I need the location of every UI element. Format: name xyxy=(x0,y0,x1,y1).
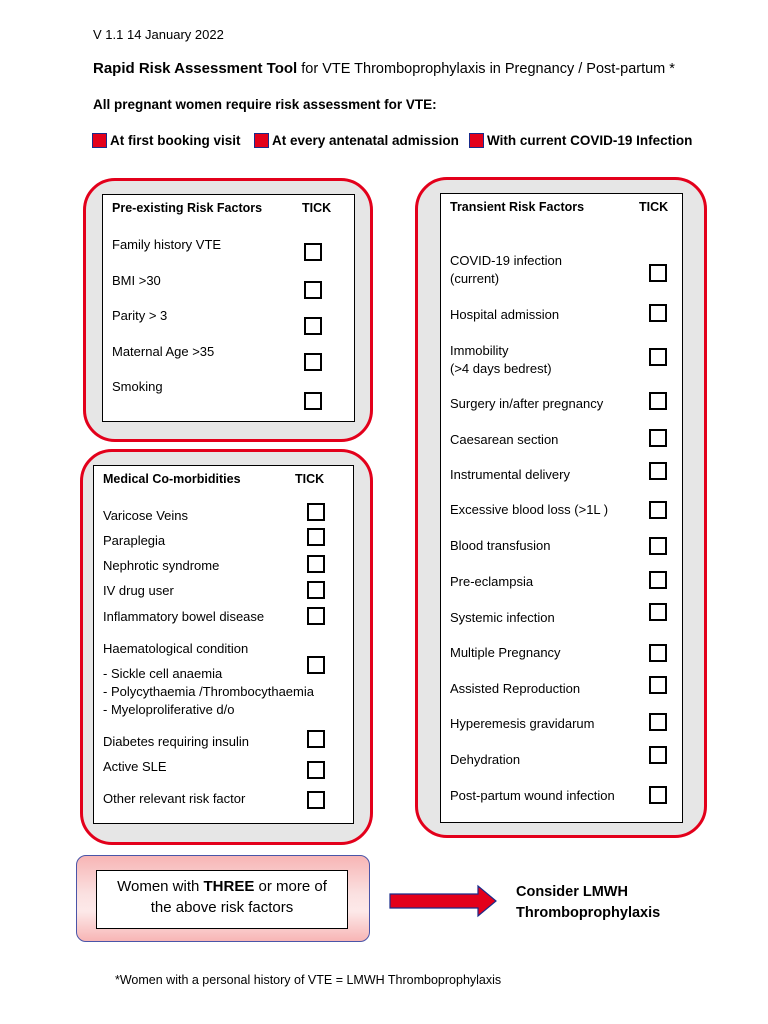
checkbox-filled-icon[interactable] xyxy=(254,133,269,148)
title-rest: for VTE Thromboprophylaxis in Pregnancy / Post-partum * xyxy=(297,61,675,77)
summary-text xyxy=(96,870,348,929)
tick-checkbox[interactable] xyxy=(307,730,325,748)
subtitle: All pregnant women require risk assessment for VTE: xyxy=(93,97,437,112)
title-bold: Rapid Risk Assessment Tool xyxy=(93,60,298,77)
tick-checkbox[interactable] xyxy=(649,786,667,804)
risk-family-history: Family history VTE xyxy=(112,237,222,252)
tick-checkbox[interactable] xyxy=(649,537,667,555)
risk-dehydration: Dehydration xyxy=(450,752,521,767)
tick-checkbox[interactable] xyxy=(304,317,322,335)
risk-varicose-veins: Varicose Veins xyxy=(103,508,189,523)
version-text: V 1.1 14 January 2022 xyxy=(93,27,224,42)
tick-checkbox[interactable] xyxy=(304,392,322,410)
tick-checkbox[interactable] xyxy=(649,713,667,731)
tick-checkbox[interactable] xyxy=(649,746,667,764)
tick-checkbox[interactable] xyxy=(307,761,325,779)
transient-header: Transient Risk Factors xyxy=(450,200,585,214)
tick-checkbox[interactable] xyxy=(307,555,325,573)
risk-haem-sub-myeloproliferative: - Myeloproliferative d/o xyxy=(103,702,235,717)
risk-hospital-admission: Hospital admission xyxy=(450,307,560,322)
risk-instrumental: Instrumental delivery xyxy=(450,467,570,482)
risk-iv-drug: IV drug user xyxy=(103,583,174,598)
risk-hyperemesis: Hyperemesis gravidarum xyxy=(450,716,595,731)
risk-caesarean: Caesarean section xyxy=(450,432,559,447)
tick-checkbox[interactable] xyxy=(649,429,667,447)
consider-line-1: Consider LMWH xyxy=(516,884,628,900)
option-label: At first booking visit xyxy=(110,133,241,148)
option-label: At every antenatal admission xyxy=(272,133,459,148)
pre-existing-header: Pre-existing Risk Factors xyxy=(112,201,263,215)
risk-haem-sub-polycythaemia: - Polycythaemia /Thrombocythaemia xyxy=(103,684,314,699)
risk-haematological: Haematological condition xyxy=(103,641,249,656)
tick-checkbox[interactable] xyxy=(649,603,667,621)
summary-line-1: Women with THREE or more of xyxy=(117,878,327,895)
risk-covid: COVID-19 infection xyxy=(450,253,562,268)
tick-checkbox[interactable] xyxy=(649,676,667,694)
tick-checkbox[interactable] xyxy=(307,581,325,599)
risk-transfusion: Blood transfusion xyxy=(450,538,551,553)
risk-sle: Active SLE xyxy=(103,759,167,774)
option-antenatal-admission[interactable] xyxy=(254,133,459,148)
right-arrow-icon xyxy=(388,884,500,918)
risk-immobility: Immobility xyxy=(450,343,509,358)
risk-paraplegia: Paraplegia xyxy=(103,533,166,548)
option-first-booking[interactable] xyxy=(92,133,241,148)
tick-checkbox[interactable] xyxy=(649,304,667,322)
risk-nephrotic: Nephrotic syndrome xyxy=(103,558,220,573)
risk-smoking: Smoking xyxy=(112,379,163,394)
risk-bmi: BMI >30 xyxy=(112,273,161,288)
risk-systemic-infection: Systemic infection xyxy=(450,610,555,625)
risk-immobility-detail: (>4 days bedrest) xyxy=(450,361,552,376)
page-title xyxy=(93,60,675,77)
tick-checkbox[interactable] xyxy=(649,501,667,519)
risk-blood-loss: Excessive blood loss (>1L ) xyxy=(450,502,609,517)
tick-checkbox[interactable] xyxy=(307,656,325,674)
transient-tick-header: TICK xyxy=(639,200,669,214)
risk-other: Other relevant risk factor xyxy=(103,791,246,806)
risk-maternal-age: Maternal Age >35 xyxy=(112,344,215,359)
tick-checkbox[interactable] xyxy=(649,644,667,662)
risk-haem-sub-sickle: - Sickle cell anaemia xyxy=(103,666,223,681)
tick-checkbox[interactable] xyxy=(649,392,667,410)
risk-wound-infection: Post-partum wound infection xyxy=(450,788,615,803)
checkbox-filled-icon[interactable] xyxy=(469,133,484,148)
consider-line-2: Thromboprophylaxis xyxy=(516,905,661,921)
risk-assisted-reproduction: Assisted Reproduction xyxy=(450,681,581,696)
tick-checkbox[interactable] xyxy=(304,353,322,371)
option-label: With current COVID-19 Infection xyxy=(487,133,693,148)
tick-checkbox[interactable] xyxy=(307,503,325,521)
risk-parity: Parity > 3 xyxy=(112,308,168,323)
tick-checkbox[interactable] xyxy=(649,571,667,589)
risk-covid-current: (current) xyxy=(450,271,500,286)
consider-lmwh-text xyxy=(516,882,660,924)
tick-checkbox[interactable] xyxy=(304,281,322,299)
tick-checkbox[interactable] xyxy=(649,264,667,282)
checkbox-filled-icon[interactable] xyxy=(92,133,107,148)
tick-checkbox[interactable] xyxy=(304,243,322,261)
tick-checkbox[interactable] xyxy=(307,791,325,809)
risk-diabetes: Diabetes requiring insulin xyxy=(103,734,249,749)
footnote: *Women with a personal history of VTE = LMWH Thromboprophylaxis xyxy=(115,973,502,987)
tick-checkbox[interactable] xyxy=(649,348,667,366)
tick-checkbox[interactable] xyxy=(307,528,325,546)
tick-checkbox[interactable] xyxy=(307,607,325,625)
risk-ibd: Inflammatory bowel disease xyxy=(103,609,265,624)
option-covid-infection[interactable] xyxy=(469,133,692,148)
summary-line-2: the above risk factors xyxy=(150,899,294,916)
pre-existing-tick-header: TICK xyxy=(302,201,332,215)
medical-header: Medical Co-morbidities xyxy=(103,472,241,486)
risk-pre-eclampsia: Pre-eclampsia xyxy=(450,574,534,589)
risk-multiple-pregnancy: Multiple Pregnancy xyxy=(450,645,561,660)
tick-checkbox[interactable] xyxy=(649,462,667,480)
medical-tick-header: TICK xyxy=(295,472,325,486)
risk-surgery: Surgery in/after pregnancy xyxy=(450,396,604,411)
